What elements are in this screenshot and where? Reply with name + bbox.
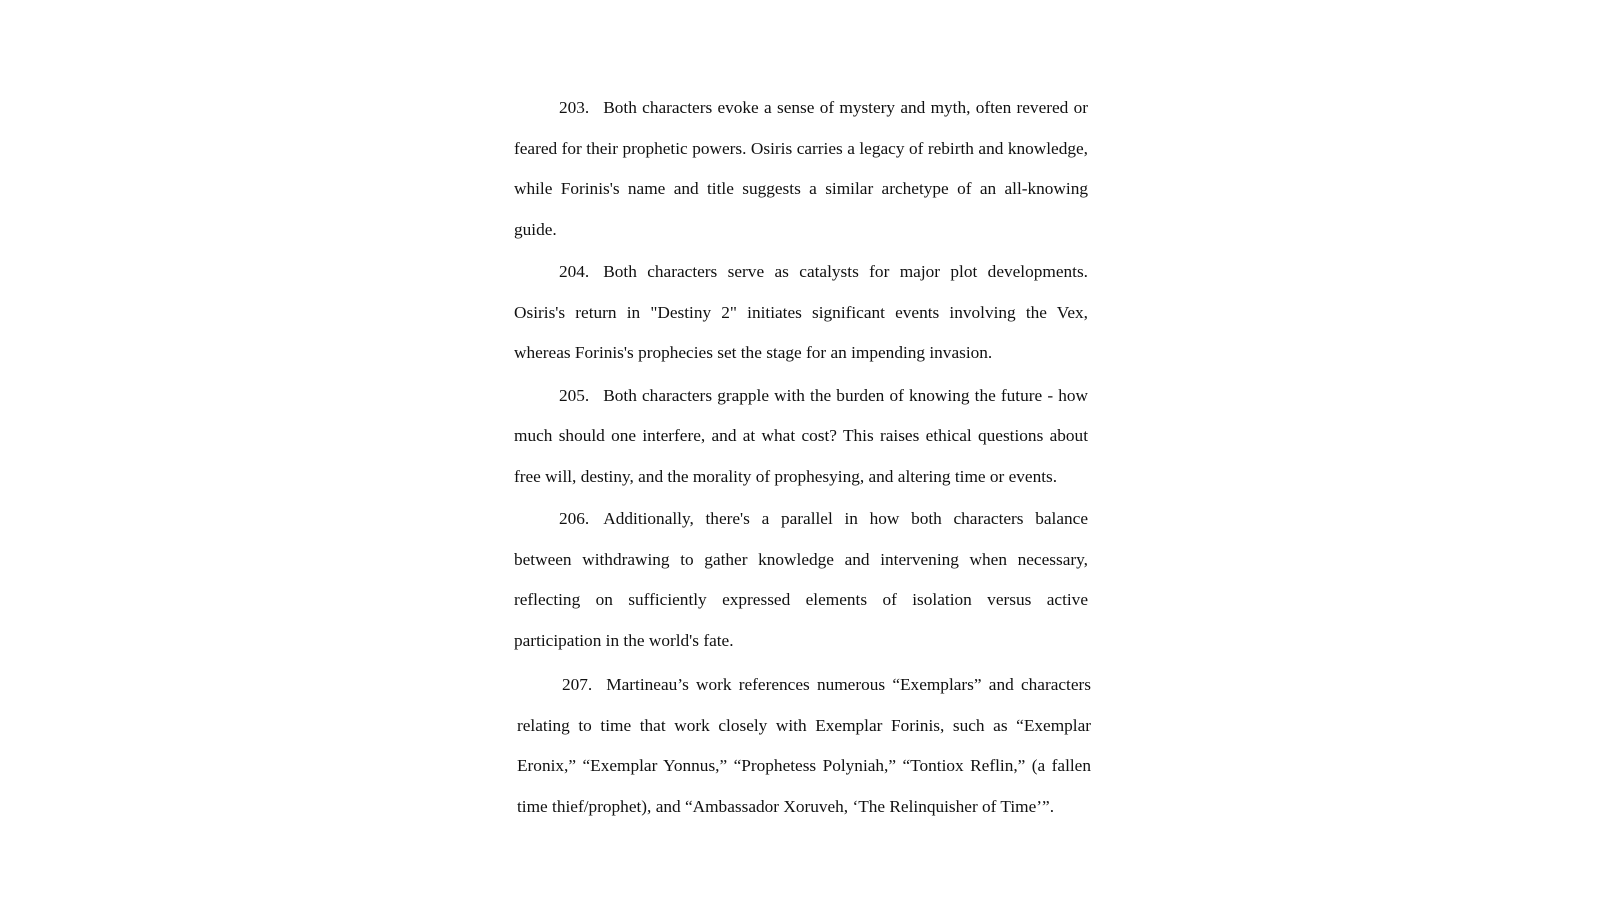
paragraph-text: Martineau’s work references numerous “Exemplars” and characters relating to time that work closely with Exemplar Forinis, such as “Exemplar Eronix,” “Exemplar Yonnus,” “Prophetess Polyniah,” “Tontiox Reflin,” (a fallen time thief/prophet), and “Ambassador Xoruveh, ‘The Relinquisher of Time’”.	[517, 675, 1091, 816]
paragraph-text: Additionally, there's a parallel in how both characters balance between withdrawing to gather knowledge and intervening when necessary, reflecting on sufficiently expressed elements of isolation versus active participation in the world's fate.	[514, 509, 1088, 650]
paragraph-203	[514, 88, 1088, 250]
paragraph-205	[514, 376, 1088, 498]
paragraph-number: 207.	[562, 675, 593, 694]
paragraph-number: 204.	[559, 262, 590, 281]
paragraph-number: 203.	[559, 98, 590, 117]
paragraph-204	[514, 252, 1088, 374]
paragraph-number: 206.	[559, 509, 590, 528]
paragraph-number: 205.	[559, 385, 590, 405]
paragraph-207	[517, 665, 1091, 827]
paragraph-text: Both characters serve as catalysts for major plot developments. Osiris's return in "Destiny 2" initiates significant events involving the Vex, whereas Forinis's prophecies set the stage for an impending invasion.	[514, 262, 1088, 362]
document-body	[514, 88, 1091, 829]
paragraph-text: Both characters evoke a sense of mystery and myth, often revered or feared for their prophetic powers. Osiris carries a legacy of rebirth and knowledge, while Forinis's name and title suggests a similar archetype of an all-knowing guide.	[514, 98, 1088, 239]
paragraph-text: Both characters grapple with the burden of knowing the future - how much should one interfere, and at what cost? This raises ethical questions about free will, destiny, and the morality of prophesying, and altering time or events.	[514, 385, 1088, 486]
paragraph-206	[514, 499, 1088, 661]
